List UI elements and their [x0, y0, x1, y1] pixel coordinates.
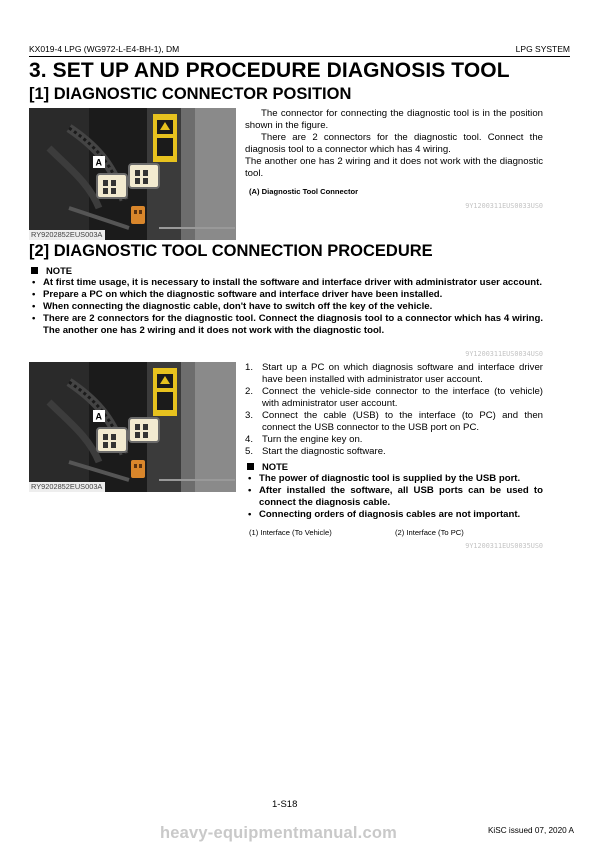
- connector-photo-1: [29, 108, 236, 240]
- note-square-icon: [31, 267, 38, 274]
- section1-caption: (A) Diagnostic Tool Connector: [249, 187, 359, 196]
- section1-heading: [1] DIAGNOSTIC CONNECTOR POSITION: [29, 85, 352, 103]
- note2-square-icon: [247, 463, 254, 470]
- note-heading: [31, 265, 72, 276]
- note2-item: • After installed the software, all USB ports can be used to connect the diagnosis cable.: [245, 485, 543, 509]
- note-item: • Prepare a PC on which the diagnostic software and interface driver have been installed.: [29, 289, 543, 301]
- page-number: 1-S18: [272, 799, 298, 810]
- section1-paragraph-1: The connector for connecting the diagnostic tool is in the position shown in the figure.: [245, 108, 543, 131]
- step-item: 3. Connect the cable (USB) to the interface (to PC) and then connect the USB connector to the USB port on PC.: [245, 410, 543, 433]
- photo-2-marker: A: [95, 411, 102, 422]
- step-item: 4. Turn the engine key on.: [245, 434, 363, 445]
- header-section: LPG SYSTEM: [515, 44, 570, 54]
- section1-reference-code: 9Y1200311EUS0033US0: [465, 202, 543, 210]
- note2-heading: [247, 461, 288, 472]
- issued-date: KiSC issued 07, 2020 A: [487, 826, 574, 835]
- note2-item: • The power of diagnostic tool is supplied by the USB port.: [245, 473, 543, 485]
- note-item: • When connecting the diagnostic cable, don't have to switch off the key of the vehicle.: [29, 301, 543, 313]
- note-label: NOTE: [46, 265, 73, 276]
- step-item: 1. Start up a PC on which diagnosis software and interface driver have been installed with administrator user account.: [245, 362, 543, 385]
- chapter-title: 3. SET UP AND PROCEDURE DIAGNOSIS TOOL: [29, 59, 510, 82]
- section1-paragraph-2: There are 2 connectors for the diagnostic tool. Connect the diagnosis tool to a connector which has 4 wiring.: [245, 132, 543, 155]
- legend-item-1: (1) Interface (To Vehicle): [249, 528, 332, 537]
- note2-list: [245, 473, 543, 521]
- watermark-site: heavy-equipmentmanual.com: [160, 824, 397, 842]
- photo-2-label: RY9202852EUS003A: [29, 482, 105, 492]
- note-list: [29, 277, 543, 337]
- photo-1-label: RY9202852EUS003A: [29, 230, 105, 240]
- section1-paragraph-3: The another one has 2 wiring and it does not work with the diagnostic tool.: [245, 156, 543, 179]
- section2-heading: [2] DIAGNOSTIC TOOL CONNECTION PROCEDURE: [29, 242, 433, 260]
- connector-photo-1-graphic: [29, 108, 236, 240]
- header-model: KX019-4 LPG (WG972-L-E4-BH-1), DM: [29, 44, 180, 54]
- note-item: • There are 2 connectors for the diagnostic tool. Connect the diagnosis tool to a connector which has 4 wiring. The another one has 2 wiring and it does not work with the diagnostic tool.: [29, 313, 543, 337]
- notes-reference-code: 9Y1200311EUS0034US0: [465, 350, 543, 358]
- note-item: • At first time usage, it is necessary to install the software and interface driver with administrator user account.: [29, 277, 543, 289]
- note2-item: • Connecting orders of diagnosis cables are not important.: [245, 509, 543, 521]
- note2-label: NOTE: [262, 461, 289, 472]
- section2-reference-code: 9Y1200311EUS0035US0: [465, 542, 543, 550]
- connector-photo-2-graphic: [29, 362, 236, 492]
- connector-photo-2: [29, 362, 236, 492]
- step-item: 2. Connect the vehicle-side connector to the interface (to vehicle) with administrator user account.: [245, 386, 543, 409]
- procedure-steps: [245, 362, 543, 458]
- step-item: 5. Start the diagnostic software.: [245, 446, 386, 457]
- section1-text: [245, 108, 543, 180]
- header-rule: [29, 56, 570, 57]
- photo-1-marker: A: [95, 157, 102, 168]
- legend-item-2: (2) Interface (To PC): [395, 528, 464, 537]
